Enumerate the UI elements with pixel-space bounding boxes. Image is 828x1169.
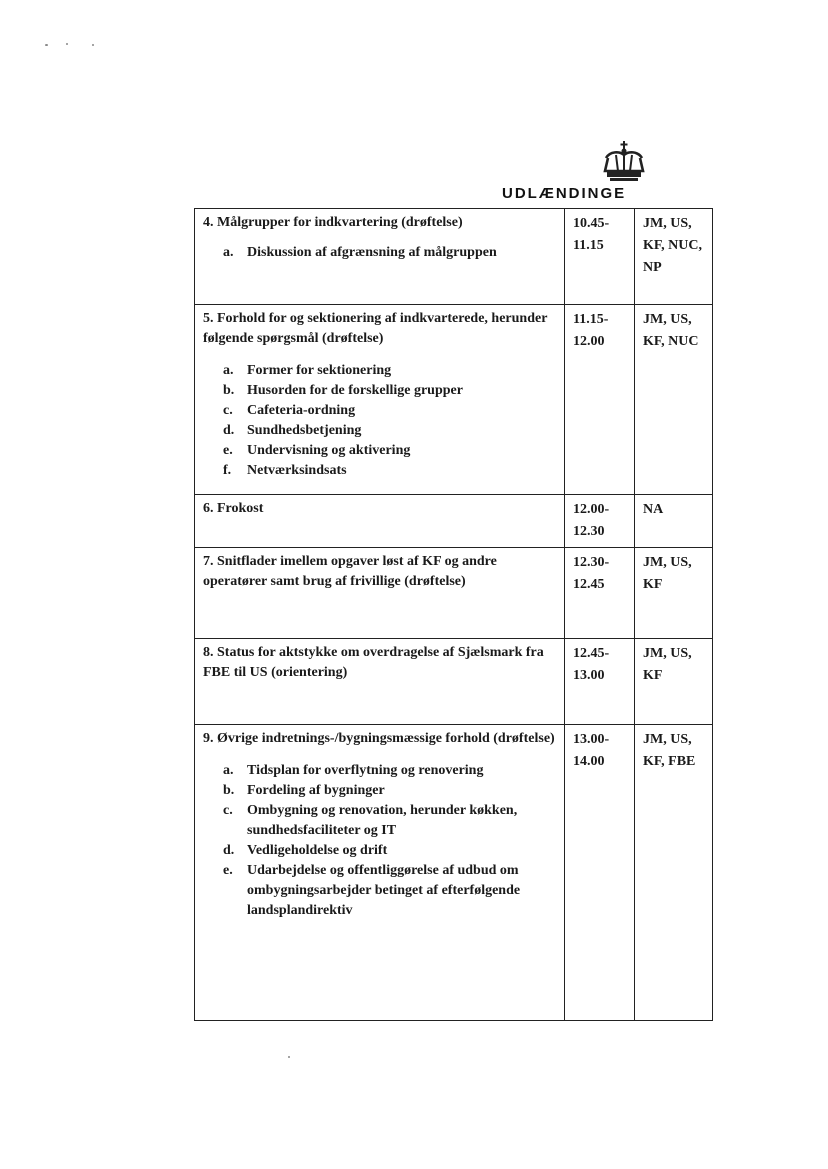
time-cell [565, 305, 635, 495]
agenda-row [195, 725, 713, 1021]
responsible-cell [635, 548, 713, 639]
responsible-initials: NA [643, 502, 664, 517]
time-end: 14.00 [573, 754, 605, 769]
sub-item: b. Fordeling af bygninger [223, 783, 385, 798]
responsible-cell [635, 305, 713, 495]
agenda-item-cell [195, 209, 565, 305]
agenda-item-title: 8. Status for aktstykke om overdragelse af Sjælsmark fra FBE til US (orientering) [203, 645, 544, 680]
responsible-initials: JM, US, KF, NUC, NP [643, 216, 702, 275]
sub-item: a. Former for sektionering [223, 363, 392, 378]
agenda-row [195, 209, 713, 305]
time-cell [565, 209, 635, 305]
agenda-item-title: 4. Målgrupper for indkvartering (drøftelse) [203, 215, 463, 230]
agenda-item-title: 5. Forhold for og sektionering af indkvarterede, herunder følgende spørgsmål (drøftelse) [203, 311, 548, 346]
agenda-item-cell [195, 495, 565, 548]
agenda-item-cell [195, 305, 565, 495]
agenda-row [195, 639, 713, 725]
responsible-initials: JM, US, KF, NUC [643, 312, 699, 349]
agenda-row [195, 305, 713, 495]
responsible-initials: JM, US, KF, FBE [643, 732, 696, 769]
crown-icon [600, 140, 648, 184]
time-start: 12.45- [573, 646, 610, 661]
time-end: 12.30 [573, 524, 605, 539]
scan-speck [45, 44, 48, 46]
time-start: 11.15- [573, 312, 609, 327]
time-start: 10.45- [573, 216, 610, 231]
scan-speck [66, 43, 68, 45]
agenda-item-cell [195, 725, 565, 1021]
agenda-item-title: 6. Frokost [203, 501, 264, 516]
time-start: 12.30- [573, 555, 610, 570]
time-start: 12.00- [573, 502, 610, 517]
time-cell [565, 725, 635, 1021]
responsible-initials: JM, US, KF [643, 555, 692, 592]
agenda-table [194, 208, 713, 1021]
agenda-row [195, 548, 713, 639]
sub-item-list [203, 243, 558, 263]
sub-item-list [203, 761, 558, 921]
time-end: 12.00 [573, 334, 605, 349]
time-end: 12.45 [573, 577, 605, 592]
scan-speck [288, 1056, 290, 1058]
sub-item-list [203, 361, 558, 481]
responsible-cell [635, 495, 713, 548]
responsible-cell [635, 725, 713, 1021]
time-cell [565, 639, 635, 725]
agenda-item-title: 7. Snitflader imellem opgaver løst af KF og andre operatører samt brug af frivillige (drøftelse) [203, 554, 497, 589]
time-cell [565, 548, 635, 639]
time-end: 13.00 [573, 668, 605, 683]
agenda-row [195, 495, 713, 548]
sub-item: a. Diskussion af afgrænsning af målgruppen [223, 245, 497, 260]
agenda-item-cell [195, 639, 565, 725]
brand-wordmark: UDLÆNDINGE [502, 185, 627, 202]
time-cell [565, 495, 635, 548]
sub-item: a. Tidsplan for overflytning og renovering [223, 763, 484, 778]
time-start: 13.00- [573, 732, 610, 747]
responsible-cell [635, 639, 713, 725]
sub-item: e. Udarbejdelse og offentliggørelse af udbud om ombygningsarbejder betinget af efterfølgende landsplandirektiv [223, 863, 521, 918]
agenda-item-title: 9. Øvrige indretnings-/bygningsmæssige forhold (drøftelse) [203, 731, 555, 746]
sub-item: d. Vedligeholdelse og drift [223, 843, 388, 858]
sub-item: c. Cafeteria-ordning [223, 403, 356, 418]
sub-item: b. Husorden for de forskellige grupper [223, 383, 463, 398]
sub-item: d. Sundhedsbetjening [223, 423, 362, 438]
scan-speck [92, 44, 94, 46]
sub-item: e. Undervisning og aktivering [223, 443, 411, 458]
agenda-item-cell [195, 548, 565, 639]
responsible-cell [635, 209, 713, 305]
sub-item: c. Ombygning og renovation, herunder køkken, sundhedsfaciliteter og IT [223, 803, 518, 838]
time-end: 11.15 [573, 238, 604, 253]
responsible-initials: JM, US, KF [643, 646, 692, 683]
sub-item: f. Netværksindsats [223, 463, 347, 478]
